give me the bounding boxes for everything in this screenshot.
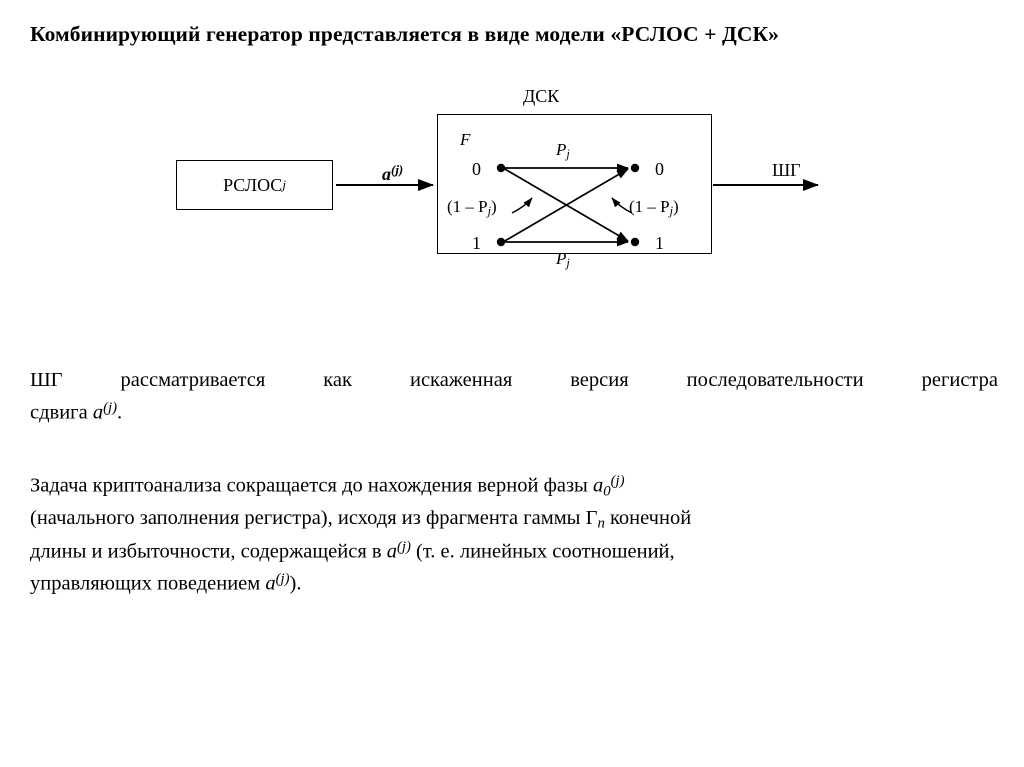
node-right-bottom [631, 238, 639, 246]
wire-cross-top-to-bottom [503, 168, 628, 241]
prob-top-letter: P [556, 140, 567, 159]
paragraph-2 [30, 470, 998, 601]
function-label: F [460, 130, 471, 149]
paragraph-2-line-3-italic: a [386, 540, 397, 563]
paragraph-2-line-2-end: конечной [604, 507, 692, 530]
lfsr-box-subscript: j [282, 177, 286, 192]
node-left-bottom [497, 238, 505, 246]
prob-right-cross-subscript: j [669, 204, 674, 219]
output-label: ШГ [772, 160, 801, 180]
wire-cross-bottom-to-top [503, 169, 628, 242]
paragraph-1 [30, 365, 998, 429]
prob-top-subscript: j [566, 147, 570, 162]
paragraph-2-line-4-sup: (j) [275, 571, 290, 588]
paragraph-1-line-2-italic: a [92, 401, 104, 424]
paragraph-2-line-4-text: управляющих поведением [30, 572, 266, 595]
paragraph-1-line-1: ШГ рассматривается как искаженная версия последовательности регистра [30, 369, 998, 391]
diagram-wires [0, 72, 1024, 312]
node-label-left-bottom: 1 [472, 233, 481, 253]
paragraph-2-line-3-text: длины и избыточности, содержащейся в [30, 540, 387, 563]
page-title: Комбинирующий генератор представляется в виде модели «РСЛОС + ДСК» [30, 22, 780, 46]
pointer-right-cross [612, 198, 632, 213]
paragraph-2-line-4 [30, 568, 998, 600]
dsk-label: ДСК [523, 86, 560, 106]
paragraph-2-line-2-sub: n [597, 515, 605, 532]
prob-right-cross-end: ) [673, 197, 679, 216]
prob-right-cross-text: (1 – P [629, 197, 670, 216]
node-left-top [497, 164, 505, 172]
paragraph-2-line-3-end: (т. е. линейных соотношений, [410, 540, 675, 563]
node-label-left-top: 0 [472, 159, 481, 179]
node-right-top [631, 164, 639, 172]
paragraph-2-line-1-italic: a [592, 474, 604, 497]
paragraph-2-line-2 [30, 503, 998, 536]
pointer-left-cross [512, 198, 532, 213]
node-label-right-top: 0 [655, 159, 664, 179]
paragraph-2-line-2-text: (начального заполнения регистра), исходя из фрагмента гаммы Γ [30, 507, 598, 530]
paragraph-1-line-2 [30, 397, 998, 429]
prob-bottom-letter: P [556, 249, 567, 268]
paragraph-2-line-1 [30, 470, 998, 503]
diagram-lfsr-bsc [0, 72, 1024, 312]
input-signal-superscript: (j) [391, 162, 404, 177]
paragraph-1-line-2-sup: (j) [103, 399, 117, 416]
paragraph-2-line-1-text: Задача криптоанализа сокращается до нахождения верной фазы [30, 474, 593, 497]
node-label-right-bottom: 1 [655, 233, 664, 253]
paragraph-1-line-2-text: сдвига [30, 401, 93, 424]
input-signal-letter: a [382, 163, 391, 184]
lfsr-box-label: РСЛОС [223, 174, 283, 195]
prob-left-cross-end: ) [491, 197, 497, 216]
paragraph-2-line-4-italic: a [265, 572, 276, 595]
prob-left-cross-text: (1 – P [447, 197, 488, 216]
paragraph-2-line-3-sup: (j) [396, 538, 411, 555]
paragraph-2-line-4-end: ). [289, 572, 302, 595]
paragraph-2-line-1-sub: 0 [603, 483, 611, 500]
paragraph-1-line-2-end: . [116, 401, 123, 424]
prob-left-cross-subscript: j [487, 204, 492, 219]
prob-bottom-subscript: j [566, 256, 570, 271]
paragraph-2-line-3 [30, 536, 998, 568]
paragraph-2-line-1-sup: (j) [610, 473, 625, 489]
